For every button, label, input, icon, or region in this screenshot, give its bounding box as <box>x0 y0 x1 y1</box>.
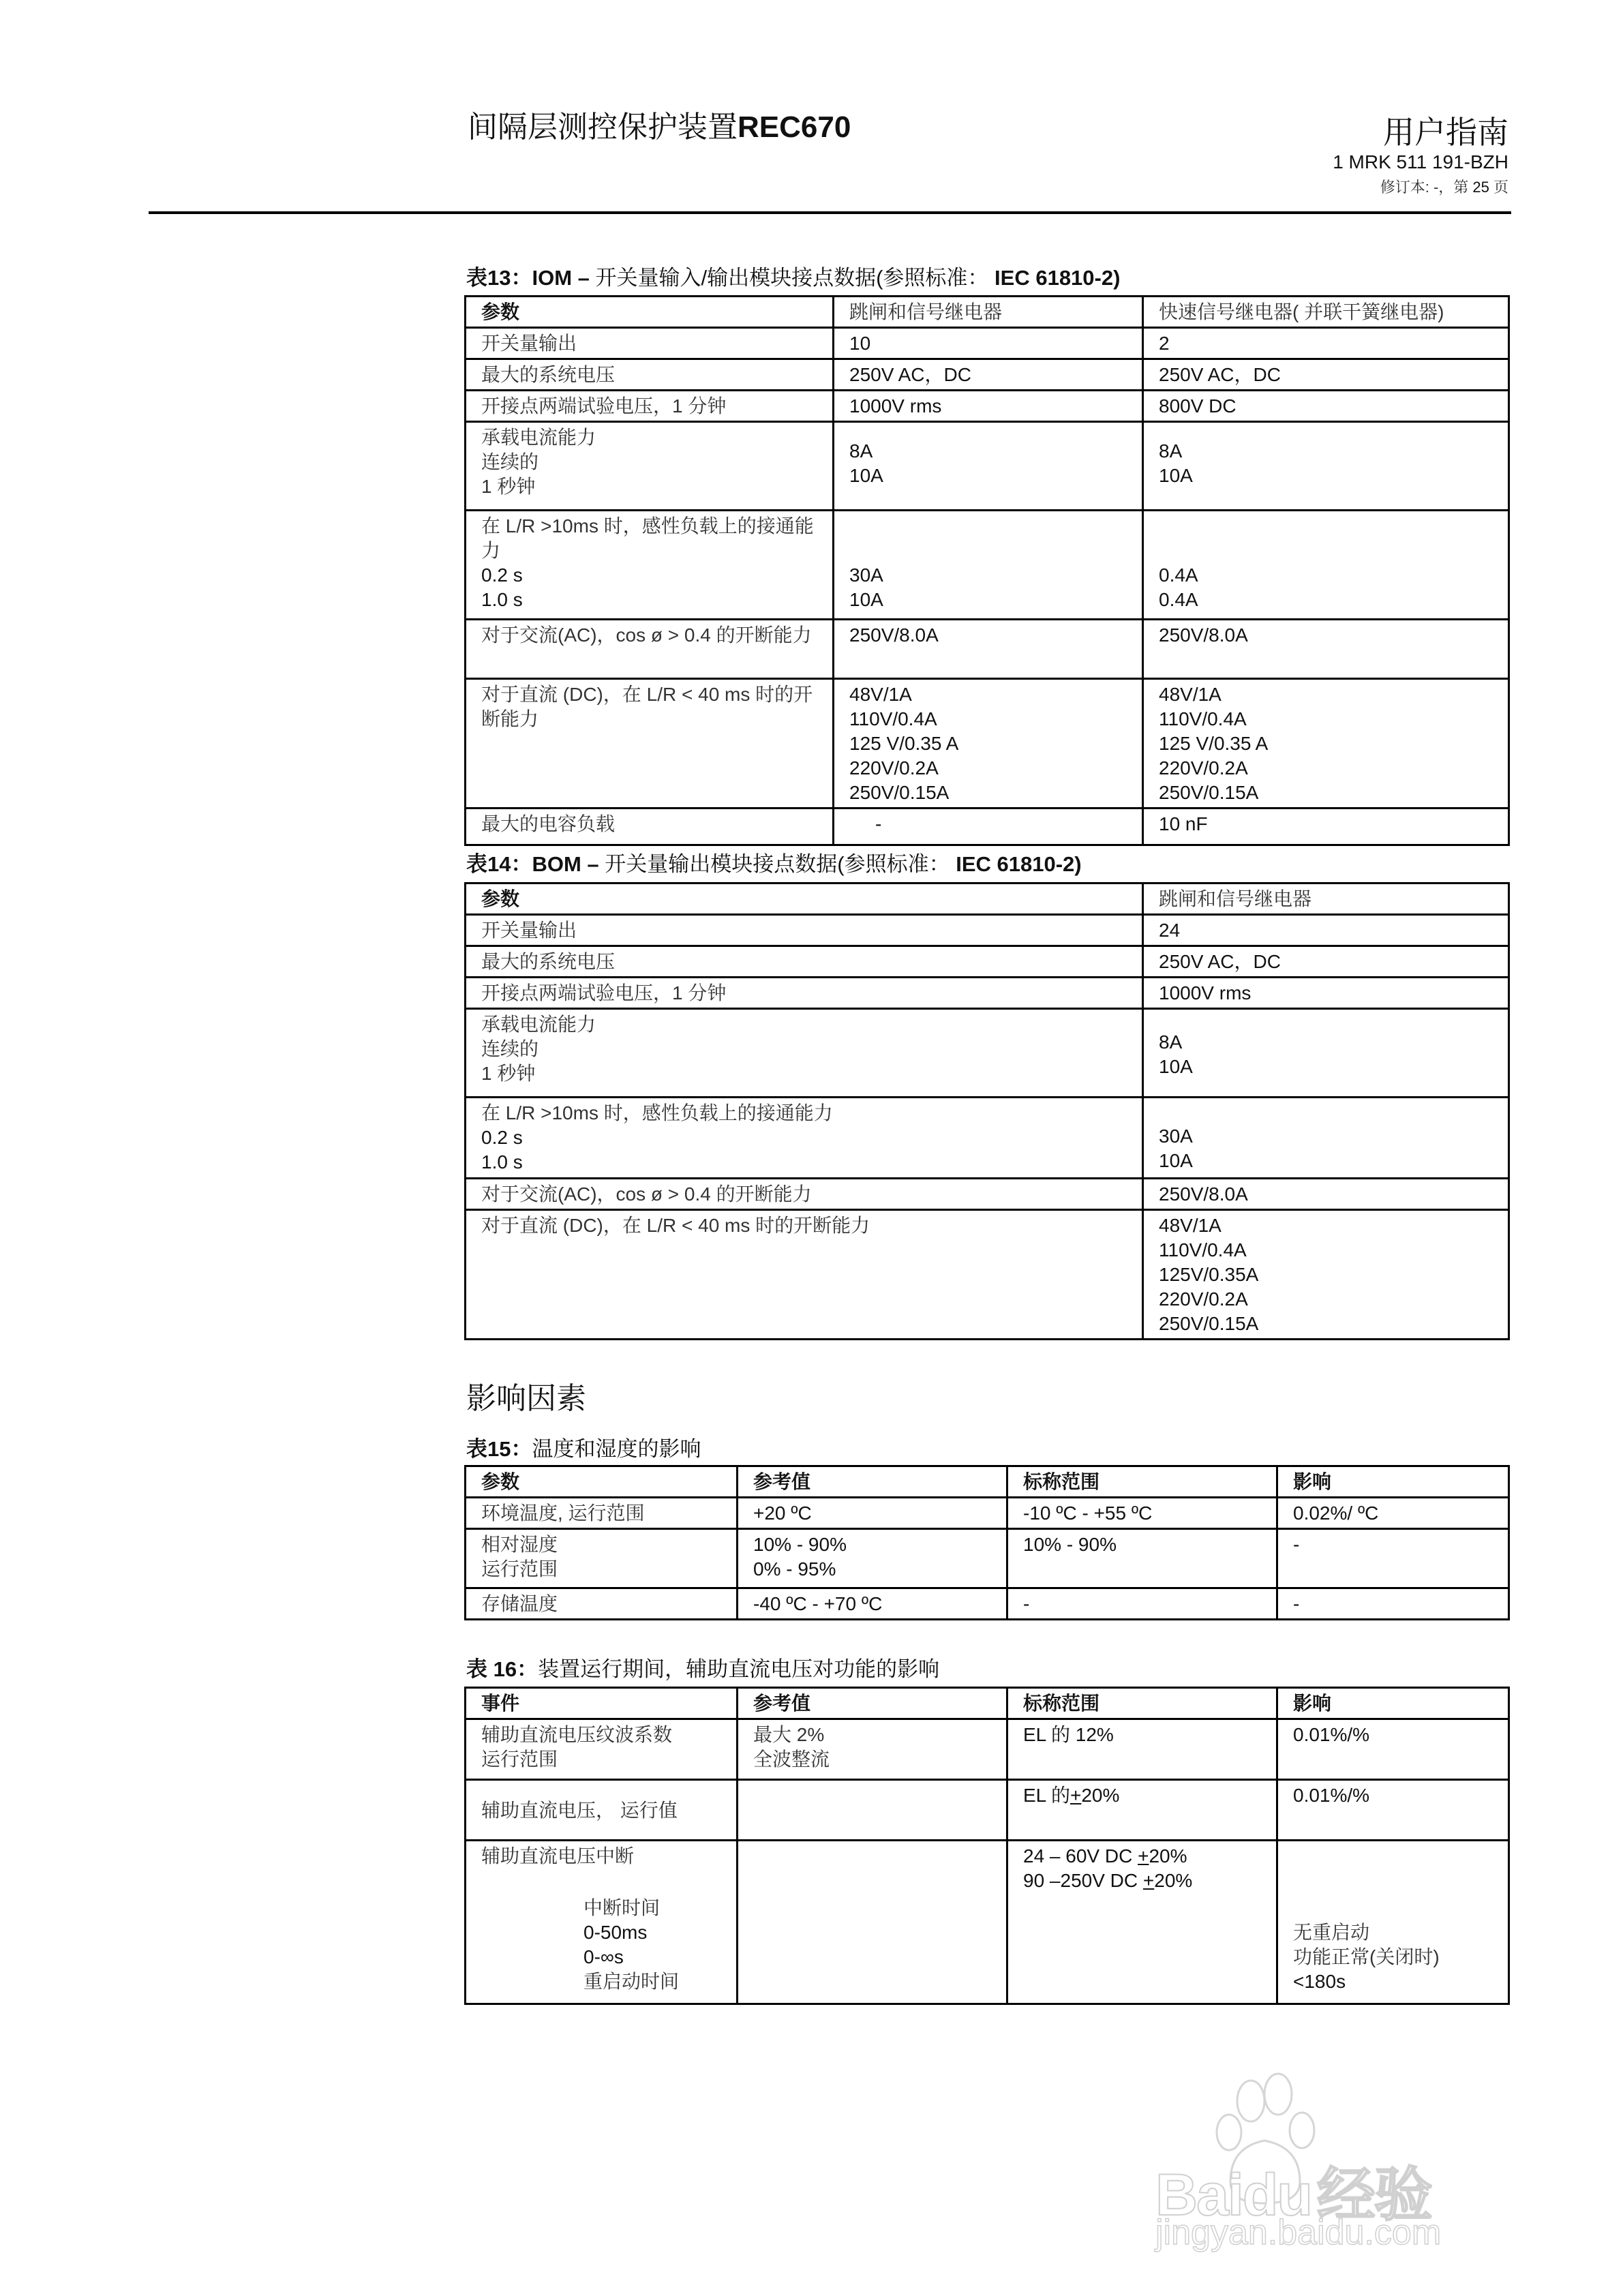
value-line: 8A <box>1159 1031 1183 1053</box>
value-cell: - <box>1277 1588 1509 1620</box>
value-cell: 250V/8.0A <box>1143 1179 1509 1210</box>
value-line: 8A <box>849 440 873 462</box>
value-cell <box>834 511 1143 620</box>
param-cell <box>466 1098 1143 1179</box>
column-header: 参数 <box>466 883 1143 915</box>
value-line: 最大 2% <box>753 1724 825 1745</box>
column-header: 参数 <box>466 1466 738 1498</box>
value-cell <box>738 1841 1007 2004</box>
table-row <box>466 1179 1509 1210</box>
table13-caption <box>466 260 1120 291</box>
value-cell: 250V AC，DC <box>834 359 1143 391</box>
value-line <box>1023 1869 1276 1893</box>
value-line: <180s <box>1293 1971 1346 1992</box>
value-line: 220V/0.2A <box>849 757 939 779</box>
param-cell: 开关量输出 <box>466 915 1143 946</box>
value-cell: 800V DC <box>1143 391 1509 422</box>
param-line: 1.0 s <box>481 1151 523 1173</box>
param-line: 0.2 s <box>481 564 523 586</box>
column-header: 跳闸和信号继电器 <box>834 297 1143 328</box>
param-cell <box>466 422 834 511</box>
param-cell: 对于交流(AC)，cos ø > 0.4 的开断能力 <box>466 1179 1143 1210</box>
value-cell: - <box>1277 1529 1509 1588</box>
value-line: 10A <box>1159 1056 1193 1077</box>
table13-caption-prefix: 表13： <box>466 266 532 290</box>
param-line: 运行范围 <box>481 1558 558 1580</box>
value-cell: 250V/8.0A <box>834 620 1143 679</box>
value-cell: 2 <box>1143 328 1509 359</box>
event-sub-line: 重启动时间 <box>583 1971 680 1992</box>
value-cell: 24 <box>1143 915 1509 946</box>
table15 <box>464 1465 1510 1620</box>
value-cell: -10 ºC - +55 ºC <box>1007 1498 1277 1529</box>
value-line: 125 V/0.35 A <box>849 733 959 754</box>
param-line: 承载电流能力 <box>481 1014 596 1035</box>
column-header: 影响 <box>1277 1466 1509 1498</box>
value-cell <box>738 1780 1007 1841</box>
param-line: 连续的 <box>481 451 539 472</box>
column-header: 快速信号继电器( 并联干簧继电器) <box>1143 297 1509 328</box>
table-header-row <box>466 297 1509 328</box>
value-line: 30A <box>849 564 883 586</box>
value-line: 全波整流 <box>753 1749 830 1770</box>
param-cell: 最大的电容负载 <box>466 809 834 845</box>
param-cell: 开关量输出 <box>466 328 834 359</box>
value-cell <box>1277 1841 1509 2004</box>
value-cell <box>1007 1780 1277 1841</box>
event-cell: 辅助直流电压， 运行值 <box>466 1780 738 1841</box>
param-cell: 最大的系统电压 <box>466 946 1143 978</box>
plus-minus-sign: + <box>1138 1845 1149 1867</box>
event-line: 运行范围 <box>481 1749 558 1770</box>
table15-caption-text: 温度和湿度的影响 <box>532 1437 701 1461</box>
value-cell: 250V AC，DC <box>1143 359 1509 391</box>
event-line: 辅助直流电压中断 <box>481 1845 635 1867</box>
value-line <box>1023 1844 1276 1869</box>
guide-label: 用户指南 <box>1383 115 1508 150</box>
value-line: 110V/0.4A <box>849 708 937 729</box>
table14-caption-standard: IEC 61810-2) <box>950 852 1082 876</box>
event-sub-line: 0-50ms <box>583 1922 648 1943</box>
value-line: 125V/0.35A <box>1159 1264 1259 1285</box>
value-line: 125 V/0.35 A <box>1159 733 1269 754</box>
value-line: 10A <box>1159 465 1193 486</box>
value-cell: +20 ºC <box>738 1498 1007 1529</box>
param-cell: 开接点两端试验电压，1 分钟 <box>466 391 834 422</box>
table-row <box>466 1210 1509 1340</box>
value-text: EL 的 <box>1023 1785 1070 1806</box>
table13-caption-standard: IEC 61810-2) <box>988 266 1121 290</box>
event-cell <box>466 1841 738 2004</box>
value-cell: 10 <box>834 328 1143 359</box>
value-line: 无重启动 <box>1293 1922 1370 1943</box>
table-row <box>466 391 1509 422</box>
document-title-model: REC670 <box>738 110 851 144</box>
table15-caption-prefix: 表15： <box>466 1437 532 1461</box>
value-line: 0% - 95% <box>753 1558 836 1580</box>
revision-suffix: 页 <box>1489 179 1508 196</box>
table-header-row <box>466 1466 1509 1498</box>
value-line: 48V/1A <box>1159 684 1222 705</box>
document-title-cn: 间隔层测控保护装置 <box>468 110 738 144</box>
column-header: 标称范围 <box>1007 1688 1277 1719</box>
column-header: 参考值 <box>738 1688 1007 1719</box>
value-line: 48V/1A <box>1159 1215 1222 1236</box>
param-cell: 对于直流 (DC)，在 L/R < 40 ms 时的开断能力 <box>466 1210 1143 1340</box>
param-line: 相对湿度 <box>481 1534 558 1555</box>
param-line: 0.2 s <box>481 1127 523 1148</box>
event-sub-line: 中断时间 <box>583 1897 661 1918</box>
value-text: 20% <box>1149 1845 1187 1867</box>
table-row <box>466 328 1509 359</box>
value-line: 10A <box>1159 1150 1193 1171</box>
value-line: - <box>875 813 882 834</box>
table-row <box>466 915 1509 946</box>
table16-caption <box>466 1652 939 1682</box>
table-row <box>466 1529 1509 1588</box>
param-cell <box>466 511 834 620</box>
spacer <box>481 1869 736 1896</box>
value-cell: 250V AC，DC <box>1143 946 1509 978</box>
param-line: 连续的 <box>481 1038 539 1059</box>
table-row <box>466 1009 1509 1098</box>
table-row <box>466 1841 1509 2004</box>
value-text: 24 – 60V DC <box>1023 1845 1138 1867</box>
value-cell: 10 nF <box>1143 809 1509 845</box>
param-line: 1.0 s <box>481 589 523 610</box>
table-row <box>466 809 1509 845</box>
column-header: 事件 <box>466 1688 738 1719</box>
revision-prefix: 修订本: -，第 <box>1380 179 1473 196</box>
value-text: 20% <box>1081 1785 1120 1806</box>
value-cell <box>738 1529 1007 1588</box>
param-line: 1 秒钟 <box>481 476 536 497</box>
value-cell: - <box>1007 1588 1277 1620</box>
table13-caption-text: 开关量输入/输出模块接点数据(参照标准： <box>595 266 989 290</box>
value-cell: -40 ºC - +70 ºC <box>738 1588 1007 1620</box>
param-line: 在 L/R >10ms 时，感性负载上的接通能力 <box>481 1102 833 1123</box>
plus-minus-sign: + <box>1142 1870 1155 1891</box>
header-divider <box>149 211 1511 214</box>
column-header: 参数 <box>466 297 834 328</box>
param-line: 1 秒钟 <box>481 1063 536 1084</box>
value-line: 8A <box>1159 440 1183 462</box>
section-heading: 影响因素 <box>466 1382 586 1415</box>
value-line: 110V/0.4A <box>1159 1239 1247 1260</box>
value-cell <box>738 1719 1007 1780</box>
value-cell <box>1143 1210 1509 1340</box>
event-line: 辅助直流电压纹波系数 <box>481 1724 673 1745</box>
value-line: 48V/1A <box>849 684 912 705</box>
watermark-url: jingyan.baidu.com <box>1155 2213 1442 2252</box>
table-row <box>466 620 1509 679</box>
param-line: 在 L/R >10ms 时，感性负载上的接通能力 <box>481 515 814 561</box>
document-number: 1 MRK 511 191-BZH <box>1333 151 1508 172</box>
value-line: 10A <box>849 465 883 486</box>
value-cell <box>834 809 1143 845</box>
document-title <box>468 102 851 146</box>
table14-caption <box>466 847 1082 877</box>
table-row <box>466 1780 1509 1841</box>
table15-caption <box>466 1432 701 1462</box>
value-line: 0.4A <box>1159 589 1198 610</box>
table14-caption-module: BOM – <box>532 852 605 876</box>
value-line: 250V/0.15A <box>849 782 950 803</box>
table-row <box>466 1719 1509 1780</box>
table13 <box>464 295 1510 846</box>
table16 <box>464 1687 1510 2005</box>
value-cell <box>834 422 1143 511</box>
table14-caption-prefix: 表14： <box>466 852 532 876</box>
value-line: 30A <box>1159 1126 1193 1147</box>
param-cell <box>466 1009 1143 1098</box>
value-cell: 250V/8.0A <box>1143 620 1509 679</box>
column-header: 参考值 <box>738 1466 1007 1498</box>
table-row <box>466 422 1509 511</box>
table14 <box>464 882 1510 1340</box>
value-line: 250V/0.15A <box>1159 1313 1259 1334</box>
value-cell <box>1143 511 1509 620</box>
value-line: 250V/0.15A <box>1159 782 1259 803</box>
value-text: 20% <box>1154 1870 1193 1891</box>
param-cell: 最大的系统电压 <box>466 359 834 391</box>
value-line: 10% - 90% <box>753 1534 847 1555</box>
page-number: 25 <box>1472 179 1489 196</box>
value-line: 110V/0.4A <box>1159 708 1247 729</box>
value-cell <box>834 679 1143 809</box>
value-cell: 0.01%/% <box>1277 1780 1509 1841</box>
column-header: 跳闸和信号继电器 <box>1143 883 1509 915</box>
value-cell <box>1143 422 1509 511</box>
table-row <box>466 1098 1509 1179</box>
value-cell: EL 的 12% <box>1007 1719 1277 1780</box>
column-header: 影响 <box>1277 1688 1509 1719</box>
value-line: 0.4A <box>1159 564 1198 586</box>
param-line: 承载电流能力 <box>481 427 596 448</box>
param-cell: 存储温度 <box>466 1588 738 1620</box>
value-cell: 0.02%/ ºC <box>1277 1498 1509 1529</box>
column-header: 标称范围 <box>1007 1466 1277 1498</box>
value-cell <box>1143 1009 1509 1098</box>
table-header-row <box>466 1688 1509 1719</box>
value-cell: 1000V rms <box>834 391 1143 422</box>
value-cell <box>1007 1841 1277 2004</box>
event-cell <box>466 1719 738 1780</box>
table-header-row <box>466 883 1509 915</box>
revision-page <box>1380 176 1508 197</box>
table-row <box>466 679 1509 809</box>
value-text: 90 –250V DC <box>1023 1870 1143 1891</box>
param-cell: 环境温度, 运行范围 <box>466 1498 738 1529</box>
table16-caption-prefix: 表 16： <box>466 1657 539 1681</box>
value-line: 功能正常(关闭时) <box>1293 1946 1440 1967</box>
value-cell <box>1143 679 1509 809</box>
table-row <box>466 978 1509 1009</box>
watermark-brand-cn: 经验 <box>1316 2162 1431 2228</box>
baidu-jingyan-watermark <box>1149 2045 1448 2250</box>
param-cell: 开接点两端试验电压，1 分钟 <box>466 978 1143 1009</box>
value-line: 220V/0.2A <box>1159 1288 1248 1310</box>
table-row <box>466 511 1509 620</box>
plus-minus-sign: + <box>1070 1785 1082 1806</box>
value-line: 10A <box>849 589 883 610</box>
value-cell <box>1143 1098 1509 1179</box>
value-cell: 1000V rms <box>1143 978 1509 1009</box>
table-row <box>466 1588 1509 1620</box>
table16-caption-text: 装置运行期间，辅助直流电压对功能的影响 <box>538 1657 940 1681</box>
table-row <box>466 1498 1509 1529</box>
param-cell: 对于交流(AC)，cos ø > 0.4 的开断能力 <box>466 620 834 679</box>
event-sub-line: 0-∞s <box>583 1946 624 1967</box>
value-line: 220V/0.2A <box>1159 757 1248 779</box>
param-cell: 对于直流 (DC)，在 L/R < 40 ms 时的开断能力 <box>466 679 834 809</box>
value-cell: 0.01%/% <box>1277 1719 1509 1780</box>
watermark-brand-text: Baidu <box>1155 2162 1311 2228</box>
table-row <box>466 946 1509 978</box>
param-cell <box>466 1529 738 1588</box>
table-row <box>466 359 1509 391</box>
table13-caption-module: IOM – <box>532 266 596 290</box>
table14-caption-text: 开关量输出模块接点数据(参照标准： <box>605 852 950 876</box>
value-cell: 10% - 90% <box>1007 1529 1277 1588</box>
